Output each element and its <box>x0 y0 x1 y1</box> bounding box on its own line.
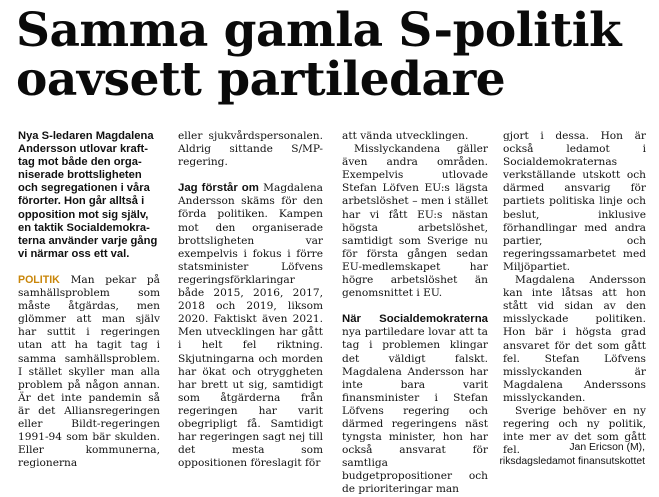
column-2 <box>178 130 323 470</box>
column-1-paragraph <box>18 274 160 470</box>
column-3-paragraph-3 <box>342 313 488 496</box>
headline <box>16 3 646 107</box>
column-4-paragraph-3: Sverige behöver en ny regering och ny politik, inte mer av det som gått fel. <box>503 404 646 457</box>
column-4 <box>503 130 646 457</box>
column-3 <box>342 130 488 497</box>
column-3-paragraph-2: Misslyckandena gäller även andra områden. Exempelvis utlovade Stefan Löfven EU:s lägsta arbetslöshet – men i stället har vi fått EU:s nästan högsta arbetslöshet, samtidigt som Sverige nu för första gången sedan EU-medlemskapet har högre arbetslöshet än genomsnittet i EU. <box>342 143 488 300</box>
column-2-text: Magdalena Andersson skäms för den förda politiken. Kampen mot den organiserade brottsligheten var exempelvis i fokus i förre statsminister Löfvens regeringsförklaringar både 2015, 2016, 2017, 2018 och 2019, liksom 2020. Faktiskt även 2021. Men utvecklingen har gått i helt fel riktning. Skjutningarna och morden har ökat och otryggheten har brett ut sig, samtidigt som åtgärderna från regeringen har varit obegripligt få. Samtidigt har regeringen sagt nej till det mesta som oppositionen föreslagit för <box>178 182 323 470</box>
author-name: Jan Ericson (M), <box>569 442 645 453</box>
column-4-paragraph-1: gjort i dessa. Hon är också ledamot i Socialdemokraternas verkställande utskott och därmed ansvarig för partiets politiska linje och beslut, inklusive förhandlingar med andra partier, och regeringssamarbetet med Miljöpartiet. <box>503 130 646 273</box>
column-3-text: nya partiledare lovar att ta tag i problemen klingar det väldigt falskt. Magdalena Andersson har inte bara varit finansminister i Stefan Löfvens regering och därmed regeringens näst tyngsta minister, hon har också ansvarat för samtliga budgetpropositioner och de prioriteringar man <box>342 326 488 496</box>
column-4-paragraph-2: Magdalena Andersson kan inte låtsas att hon stått vid sidan av den misslyckade politiken. Hon bär i högsta grad ansvaret för det som gått fel. Stefan Löfvens misslyckanden är Magdalena Anderssons misslyckanden. <box>503 274 646 404</box>
column-1-text: Man pekar på samhällsproblem som måste åtgärdas, men glömmer att man själv har suttit i regeringen utan att ha tagit tag i samma samhällsproblem. I stället skyller man alla problem på någon annan. Är det inte pandemin så är det Alliansregeringen eller Bildt-regeringen 1991-94 som bär skulden. Eller kommunerna, regionerna <box>18 273 161 470</box>
author-title: riksdagsledamot finansutskottet <box>499 456 645 467</box>
column-1 <box>18 130 160 470</box>
kicker-label: POLITIK <box>18 273 60 286</box>
lead-paragraph: Nya S-ledaren Magdalena Andersson utlovar kraft-tag mot både den orga-niserade brottsligheten och segregationen i våra förorter. Hon går alltså i opposition mot sig själv, en taktik Socialdemokra-terna använder varje gång vi närmar oss ett val. <box>18 130 158 260</box>
column-2-paragraph-2 <box>178 182 323 470</box>
column-3-paragraph-1: att vända utvecklingen. <box>342 130 469 142</box>
subheading-1: Jag förstår om <box>178 182 259 195</box>
column-2-paragraph-1: eller sjukvårdspersonalen. Aldrig sittande S/MP-regering. <box>178 130 323 169</box>
headline-line-1: Samma gamla S-politik <box>16 3 622 58</box>
author-signature <box>499 441 645 469</box>
subheading-2: När Socialdemokraterna <box>342 313 488 326</box>
headline-line-2: oavsett partiledare <box>16 52 506 107</box>
